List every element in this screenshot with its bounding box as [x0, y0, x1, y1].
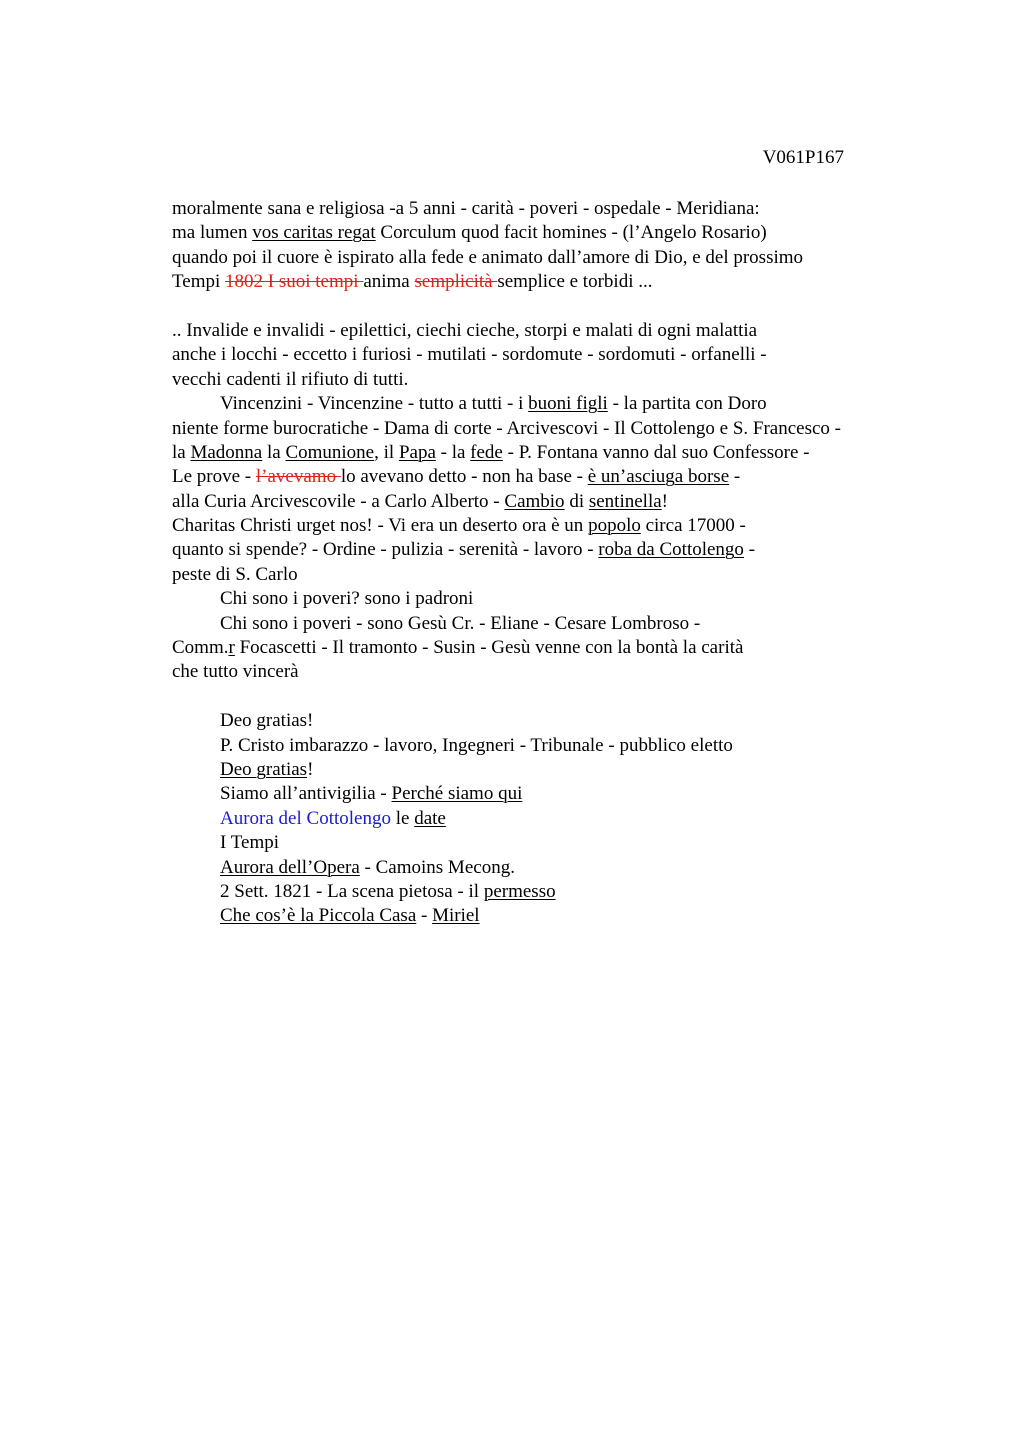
text-line: [172, 880, 912, 904]
text-segment: le: [390, 807, 415, 829]
text-line: [172, 343, 912, 367]
text-line: [172, 709, 912, 733]
text-line: [172, 782, 912, 806]
text-segment: -: [743, 539, 756, 561]
underlined-text: r: [228, 637, 235, 659]
text-segment: anima: [363, 271, 415, 293]
text-segment: alla Curia Arcivescovile - a Carlo Alberto -: [172, 490, 505, 512]
text-line: [172, 441, 912, 465]
text-line: [172, 904, 912, 928]
text-segment: Chi sono i poveri? sono i padroni: [220, 588, 474, 610]
blank-line: [172, 685, 912, 709]
underlined-text: Cambio: [504, 490, 565, 512]
text-line: [172, 514, 912, 538]
underlined-text: Perché siamo qui: [391, 783, 523, 805]
text-line: [172, 587, 912, 611]
text-segment: - la: [435, 441, 471, 463]
text-segment: P. Cristo imbarazzo - lavoro, Ingegneri - Tribunale - pubblico eletto: [220, 734, 733, 756]
text-segment: Charitas Christi urget nos! - Vi era un deserto ora è un: [172, 515, 589, 537]
text-segment: quando poi il cuore è ispirato alla fede e animato dall’amore di Dio, e del prossimo: [172, 246, 804, 268]
text-segment: I Tempi: [220, 832, 280, 854]
text-segment: Focascetti - Il tramonto - Susin - Gesù venne con la bontà la carità: [234, 637, 744, 659]
blue-text: Aurora del Cottolengo: [220, 807, 391, 829]
text-segment: vecchi cadenti il rifiuto di tutti.: [172, 368, 409, 390]
text-line: [172, 197, 912, 221]
text-segment: circa 17000 -: [640, 515, 746, 537]
text-line: [172, 319, 912, 343]
text-segment: la: [262, 441, 286, 463]
underlined-text: Deo gratias: [220, 758, 308, 780]
underlined-text: Madonna: [190, 441, 263, 463]
text-line: [172, 221, 912, 245]
text-line: [172, 270, 912, 294]
text-segment: -: [729, 466, 741, 488]
text-segment: Siamo all’antivigilia -: [220, 783, 392, 805]
text-segment: lo avevano detto - non ha base -: [340, 466, 588, 488]
text-segment: -: [416, 905, 433, 927]
underlined-text: Papa: [398, 441, 436, 463]
text-segment: Comm.: [172, 637, 229, 659]
text-segment: Vincenzini - Vincenzine - tutto a tutti - i: [220, 393, 529, 415]
text-segment: anche i locchi - eccetto i furiosi - mutilati - sordomute - sordomuti - orfanelli -: [172, 344, 767, 366]
underlined-text: vos caritas regat: [252, 222, 376, 244]
text-segment: quanto si spende? - Ordine - pulizia - serenità - lavoro -: [172, 539, 599, 561]
text-segment: moralmente sana e religiosa -a 5 anni - carità - poveri - ospedale - Meridiana:: [172, 198, 760, 219]
text-line: [172, 660, 912, 684]
text-segment: ma lumen: [172, 222, 253, 244]
underlined-text: è un’asciuga borse: [587, 466, 730, 488]
text-segment: niente forme burocratiche - Dama di corte - Arcivescovi - Il Cottolengo e S. Francesco -: [172, 417, 841, 439]
text-segment: di: [564, 490, 589, 512]
text-segment: !: [661, 490, 668, 512]
text-line: [172, 612, 912, 636]
deleted-text: 1802 I suoi tempi: [225, 271, 364, 293]
text-segment: 2 Sett. 1821 - La scena pietosa - il: [220, 880, 484, 902]
text-line: [172, 392, 912, 416]
text-segment: Corculum quod facit homines - (l’Angelo Rosario): [375, 222, 767, 244]
text-segment: Chi sono i poveri - sono Gesù Cr. - Eliane - Cesare Lombroso -: [220, 612, 701, 634]
text-line: [172, 856, 912, 880]
underlined-text: Aurora dell’Opera: [220, 856, 360, 878]
deleted-text: l’avevamo: [255, 466, 341, 488]
underlined-text: Comunione: [285, 441, 375, 463]
text-segment: semplice e torbidi ...: [497, 271, 653, 293]
text-line: [172, 465, 912, 489]
underlined-text: permesso: [483, 880, 556, 902]
text-line: [172, 417, 912, 441]
text-line: [172, 734, 912, 758]
underlined-text: Che cos’è la Piccola Casa: [220, 905, 417, 927]
text-segment: Deo gratias!: [220, 710, 314, 732]
text-segment: !: [307, 758, 314, 780]
text-line: [172, 368, 912, 392]
document-body: [172, 197, 912, 929]
blank-line: [172, 295, 912, 319]
document-id: V061P167: [762, 147, 844, 168]
text-segment: - P. Fontana vanno dal suo Confessore -: [502, 441, 810, 463]
text-line: [172, 758, 912, 782]
text-line: [172, 807, 912, 831]
text-segment: che tutto vincerà: [172, 661, 299, 683]
deleted-text: semplicità: [414, 271, 498, 293]
text-segment: peste di S. Carlo: [172, 563, 298, 585]
text-line: [172, 636, 912, 660]
text-line: [172, 490, 912, 514]
text-segment: .. Invalide e invalidi - epilettici, ciechi cieche, storpi e malati di ogni malattia: [172, 319, 758, 341]
text-segment: , il: [374, 441, 399, 463]
underlined-text: buoni figli: [528, 393, 608, 415]
underlined-text: date: [414, 807, 446, 829]
text-segment: - Camoins Mecong.: [359, 856, 515, 878]
underlined-text: fede: [470, 441, 503, 463]
text-line: [172, 246, 912, 270]
underlined-text: popolo: [588, 515, 641, 537]
text-segment: - la partita con Doro: [607, 393, 767, 415]
text-line: [172, 831, 912, 855]
text-segment: Tempi: [172, 271, 226, 293]
underlined-text: sentinella: [588, 490, 662, 512]
underlined-text: Miriel: [432, 905, 480, 927]
text-segment: Le prove -: [172, 466, 256, 488]
text-segment: la: [172, 441, 191, 463]
text-line: [172, 563, 912, 587]
underlined-text: roba da Cottolengo: [598, 539, 744, 561]
text-line: [172, 538, 912, 562]
